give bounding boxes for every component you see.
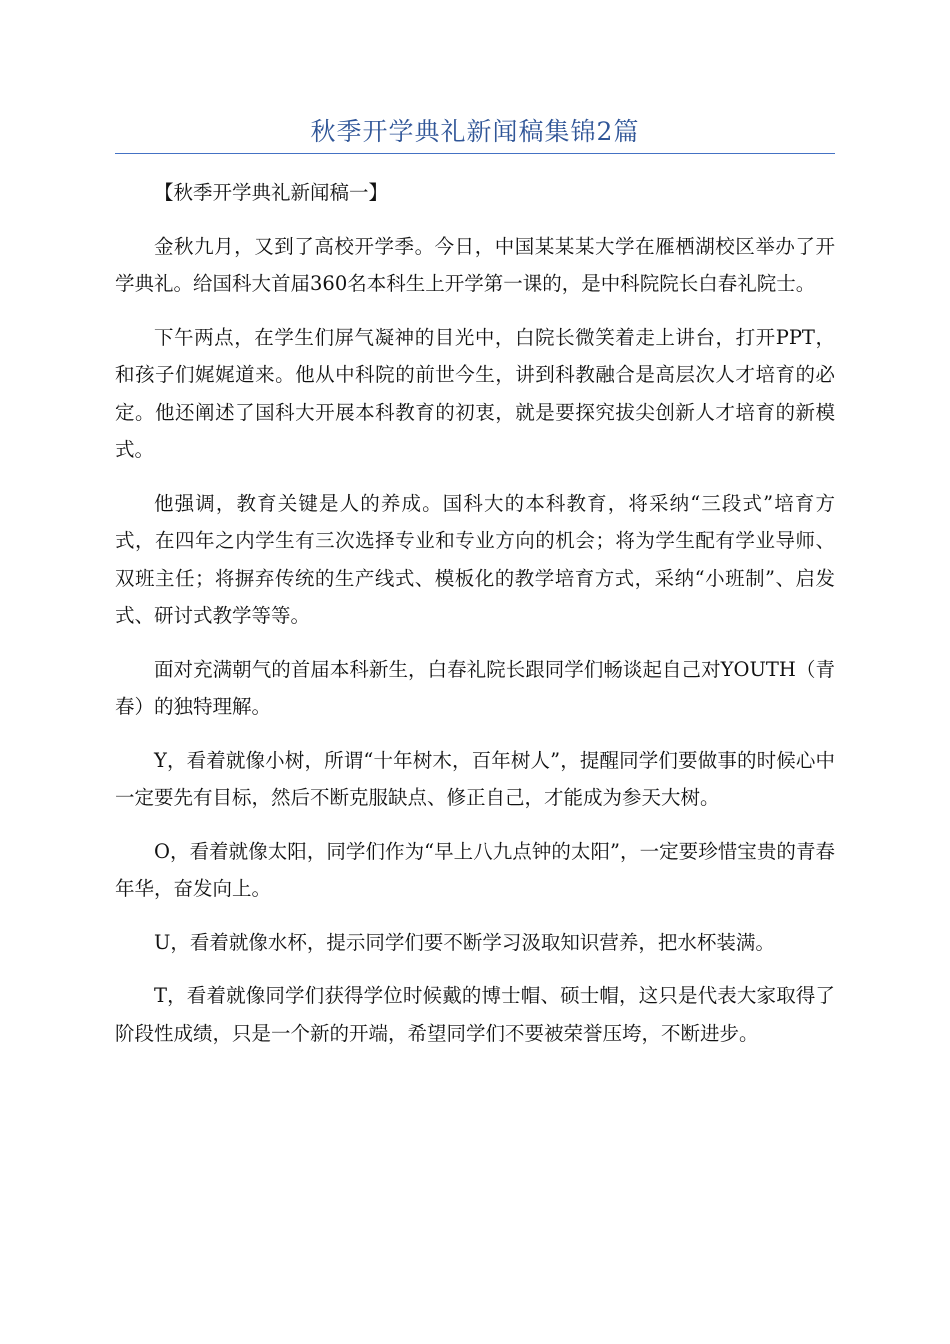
paragraph: 他强调，教育关键是人的养成。国科大的本科教育，将采纳“三段式”培育方式，在四年之内学生有三次选择专业和专业方向的机会；将为学生配有学业导师、双班主任；将摒弃传统的生产线式、模板化的教学培育方式，采纳“小班制”、启发式、研讨式教学等等。 [115,491,835,627]
paragraph: 下午两点，在学生们屏气凝神的目光中，白院长微笑着走上讲台，打开PPT，和孩子们娓娓道来。他从中科院的前世今生，讲到科教融合是高层次人才培育的必定。他还阐述了国科大开展本科教育的初衷，就是要探究拔尖创新人才培育的新模式。 [115,325,835,461]
paragraph: Y，看着就像小树，所谓“十年树木，百年树人”，提醒同学们要做事的时候心中一定要先有目标，然后不断克服缺点、修正自己，才能成为参天大树。 [115,748,835,809]
paragraph: U，看着就像水杯，提示同学们要不断学习汲取知识营养，把水杯装满。 [154,930,775,954]
title-underline [115,153,835,154]
paragraph: O，看着就像太阳，同学们作为“早上八九点钟的太阳”，一定要珍惜宝贵的青春年华，奋发向上。 [115,839,835,900]
paragraph: T，看着就像同学们获得学位时候戴的博士帽、硕士帽，这只是代表大家取得了阶段性成绩，只是一个新的开端，希望同学们不要被荣誉压垮，不断进步。 [115,984,835,1045]
document-body [115,174,835,1068]
section-heading: 【秋季开学典礼新闻稿一】 [154,181,389,204]
document-title: 秋季开学典礼新闻稿集锦2篇 [310,117,640,146]
paragraph: 金秋九月，又到了高校开学季。今日，中国某某某大学在雁栖湖校区举办了开学典礼。给国科大首届360名本科生上开学第一课的，是中科院院长白春礼院士。 [115,234,835,295]
paragraph: 面对充满朝气的首届本科新生，白春礼院长跟同学们畅谈起自己对YOUTH（青春）的独特理解。 [115,657,835,718]
